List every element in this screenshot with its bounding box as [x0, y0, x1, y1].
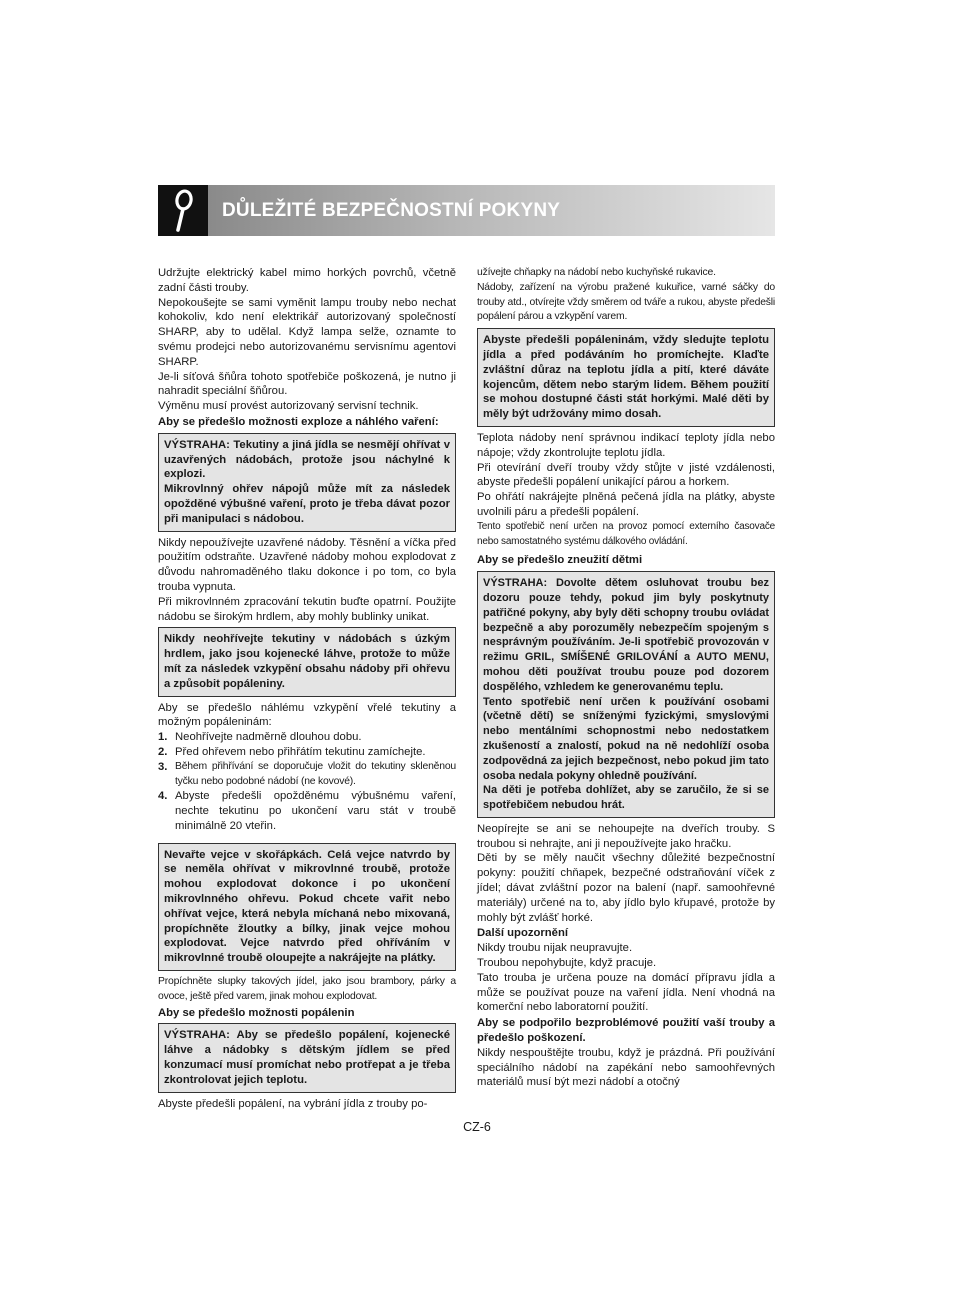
list-item	[158, 760, 456, 790]
warning-box	[158, 1023, 456, 1092]
paragraph: Nikdy nespouštějte troubu, když je prázdná. Při používání speciálního nádobí na zapékání nebo samoohřevných materiálů musí být mezi nádobí a otočný	[477, 1046, 775, 1089]
warning-box	[158, 627, 456, 696]
warning-box	[477, 571, 775, 818]
paragraph: Neopírejte se ani se nehoupejte na dveřích trouby. S troubou si nehrajte, ani ji nepoužívejte jako hračku.	[477, 822, 775, 850]
section-heading: Aby se předešlo možnosti popálenin	[158, 1006, 355, 1019]
section-heading: Další upozornění	[477, 927, 569, 940]
paragraph: Nikdy troubu nijak neupravujte.	[477, 942, 633, 955]
warning-text: Mikrovlnný ohřev nápojů může mít za následek opožděné výbušné vaření, proto je třeba dávat pozor při manipulaci s nádobou.	[164, 483, 450, 525]
paragraph: Troubou nepohybujte, když pracuje.	[477, 957, 657, 970]
section-heading: Aby se podpořilo bezproblémové použití vaší trouby a předešlo poškození.	[477, 1017, 775, 1045]
warning-text: Na děti je potřeba dohlížet, aby se zaručilo, že si se spotřebičem nebudou hrát.	[483, 784, 769, 812]
paragraph: Teplota nádoby není správnou indikací teploty jídla nebo nápoje; vždy zkontrolujte teplotu jídla.	[477, 431, 775, 459]
section-header	[158, 185, 775, 236]
paragraph: Tato trouba je určena pouze na domácí přípravu jídla a může se používat pouze na vaření jídla. Není vhodná na komerční nebo laboratorní použití.	[477, 971, 775, 1014]
warning-text: VÝSTRAHA: Tekutiny a jiná jídla se nesmějí ohřívat v uzavřených nádobách, protože jsou náchylné k explozi.	[164, 438, 450, 481]
warning-text: VÝSTRAHA: Dovolte dětem osluhovat troubu bez dozoru pouze tehdy, pokud jim byly poskytnuty patřičné pokyny, aby byly děti schopny troubu ovládat bezpečně a aby porozuměly nebezpečím spojeným s nesprávným používáním. Je-li spotřebič provozován v režimu GRIL, SMÍŠENÉ GRILOVÁNÍ a AUTO MENU, mohou děti používat troubu pouze pod dozorem dospělého, vzhledem ke generovanému teplu.	[483, 577, 769, 693]
list-item	[158, 789, 456, 833]
numbered-list	[158, 730, 456, 834]
paragraph: užívejte chňapky na nádobí nebo kuchyňské rukavice.	[477, 267, 716, 278]
paragraph: Propíchněte slupky takových jídel, jako jsou brambory, párky a ovoce, ještě před varem, jinak mohou explodovat.	[158, 976, 456, 1002]
left-column	[158, 266, 456, 1111]
page-title: DŮLEŽITÉ BEZPEČNOSTNÍ POKYNY	[222, 199, 561, 221]
paragraph: Nepokoušejte se sami vyměnit lampu trouby nebo nechat kohokoliv, kdo není elektrikář autorizovaný společností SHARP, aby to udělal. Když lampa selže, oznamte to svému prodejci nebo autorizovanému servisnímu agentovi SHARP.	[158, 296, 456, 368]
paragraph: Tento spotřebič není určen na provoz pomocí externího časovače nebo samostatného systému dálkového ovládání.	[477, 520, 775, 547]
list-number: 1.	[158, 731, 168, 744]
warning-box	[477, 328, 775, 427]
section-heading: Aby se předešlo zneužití dětmi	[477, 554, 643, 567]
warning-text: Nikdy neohřívejte tekutiny v nádobách s úzkým hrdlem, jako jsou kojenecké láhve, protože to může mít za následek vzkypění obsahu nádoby při ohřevu a způsobit popáleniny.	[164, 633, 450, 690]
list-text: Abyste předešli opožděnému výbušnému vaření, nechte tekutinu po ukončení varu stát v troubě minimálně 20 vteřin.	[175, 790, 456, 832]
warning-text: VÝSTRAHA: Aby se předešlo popálení, kojenecké láhve a nádobky s dětským jídlem se před konzumací musí promíchat nebo protřepat a je třeba zkontrolovat jejich teplotu.	[164, 1029, 450, 1086]
list-text: Během přihřívání se doporučuje vložit do tekutiny skleněnou tyčku nebo podobné nádobí (ne kovové).	[175, 760, 456, 787]
warning-text: Nevařte vejce v skořápkách. Celá vejce natvrdo by se neměla ohřívat v mikrovlnné troubě, protože mohou explodovat dokonce i po ukončení mikrovlnného ohřevu. Pokud chcete vařit nebo ohřívat vejce, která nebyla míchaná nebo mixovaná, propíchněte žloutky a bílky, jinak vejce mohou explodovat. Vejce natvrdo před ohříváním v mikrovlnné troubě oloupejte a nakrájejte na plátky.	[164, 848, 450, 965]
warning-box	[158, 433, 456, 532]
list-text: Před ohřevem nebo přihřátím tekutinu zamíchejte.	[175, 745, 426, 758]
paragraph: Je-li síťová šňůra tohoto spotřebiče poškozená, je nutno ji nahradit speciální šňůrou.	[158, 370, 456, 398]
paragraph: Udržujte elektrický kabel mimo horkých povrchů, včetně zadní části trouby.	[158, 267, 456, 294]
section-heading: Aby se předešlo možnosti exploze a náhlého vaření:	[158, 415, 439, 428]
right-column	[477, 266, 775, 1090]
list-number: 2.	[158, 745, 168, 758]
paragraph: Aby se předešlo náhlému vzkypění vřelé tekutiny a možným popáleninám:	[158, 701, 456, 729]
list-item	[158, 745, 456, 760]
list-number: 4.	[158, 790, 168, 803]
exclamation-icon	[158, 185, 208, 236]
paragraph: Výměnu musí provést autorizovaný servisní technik.	[158, 400, 419, 413]
warning-box	[158, 843, 456, 971]
paragraph: Abyste předešli popálení, na vybrání jídla z trouby po-	[158, 1097, 428, 1110]
warning-text: Abyste předešli popáleninám, vždy sledujte teplotu jídla a před podáváním ho promíchejte. Klaďte zvláštní důraz na teplotu jídla a pití, které dáváte kojencům, dětem nebo starým lidem. Během použití se mohou dostupné části stát horkými. Malé děti by měly být udržovány mimo dosah.	[483, 334, 769, 421]
paragraph: Nikdy nepoužívejte uzavřené nádoby. Těsnění a víčka před použitím odstraňte. Uzavřené nádoby mohou explodovat z důvodu nahromaděného tlaku dokonce i po tom, co byla trouba vypnuta.	[158, 536, 456, 593]
paragraph: Při mikrovlnném zpracování tekutin buďte opatrní. Použijte nádobu se širokým hrdlem, aby mohly bublinky unikat.	[158, 595, 456, 623]
warning-text: Tento spotřebič není určen k používání osobami (včetně dětí) se sníženými fyzickými, smyslovými nebo mentálními schopnostmi nebo nedostatkem zkušeností a znalostí, pokud na ně nedohlíží osoba zodpovědná za jejich bezpečnost, nebo pokud jim tato osoba nedala pokyny ohledně používání.	[483, 695, 769, 782]
paragraph: Děti by se měly naučit všechny důležité bezpečnostní pokyny: použití chňapek, bezpečné odstraňování víček z jídel; dávat zvláštní pozor na balení (např. samoohřevné materiály) určené na to, aby jídlo bylo křupavé, protože by mohly být zvlášť horké.	[477, 852, 775, 924]
list-number: 3.	[158, 760, 168, 773]
page-number: CZ-6	[463, 1120, 491, 1134]
paragraph: Po ohřátí nakrájejte plněná pečená jídla na plátky, abyste uvolnili páru a předešli popálení.	[477, 491, 775, 518]
list-item	[158, 730, 456, 745]
list-text: Neohřívejte nadměrně dlouhou dobu.	[175, 731, 362, 744]
paragraph: Nádoby, zařízení na výrobu pražené kukuřice, varné sáčky do trouby atd., otvírejte vždy směrem od tváře a rukou, abyste předešli popálení párou a vzkypění varem.	[477, 281, 775, 323]
paragraph: Při otevírání dveří trouby vždy stůjte v jisté vzdálenosti, abyste předešli popálení unikající párou a horkem.	[477, 461, 775, 489]
header-bar	[208, 185, 775, 236]
